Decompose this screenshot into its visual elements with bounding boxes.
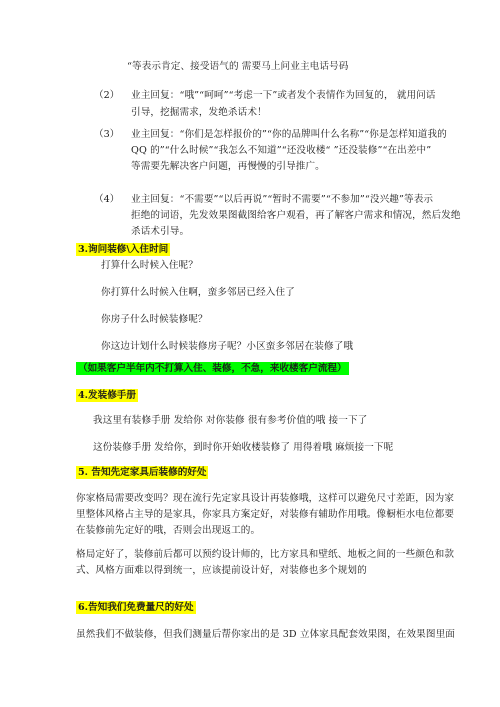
reply-2-number: （2） bbox=[94, 90, 120, 101]
section-3-heading: 3.询问装修\入住时间 bbox=[78, 244, 169, 255]
reply-4-line-2: 拒绝的词语，先发效果图截图给客户观看，再了解客户需求和情况，然后发绝 bbox=[131, 210, 461, 221]
section-5-para-1-line-1: 你家格局需要改变吗？现在流行先定家具设计再装修哦，这样可以避免尺寸差距，因为家 bbox=[76, 493, 455, 504]
section-4-heading: 4.发装修手册 bbox=[78, 390, 136, 401]
section-5-para-1-line-3: 在装修前先定好的哦，否则会出现返工的。 bbox=[76, 525, 261, 536]
section-3-question-4: 你这边计划什么时候装修房子呢？小区蛮多邻居在装修了哦 bbox=[101, 341, 354, 352]
section-3-question-2: 你打算什么时候入住啊，蛮多邻居已经入住了 bbox=[101, 287, 295, 298]
section-6-para-1-line-1: 虽然我们不做装修，但我们测量后帮你家出的是 3D 立体家具配套效果图，在效果图里面 bbox=[76, 629, 455, 640]
section-6-heading: 6.告知我们免费量尺的好处 bbox=[78, 602, 194, 613]
reply-3-line-3: 等需要先解决客户问题，再慢慢的引导推广。 bbox=[131, 161, 325, 172]
section-3-question-1: 打算什么时候入住呢？ bbox=[101, 260, 198, 271]
reply-2-line-1: 业主回复：“哦”“呵呵”“考虑一下”或者发个表情作为回复的， 就用问话 bbox=[131, 90, 436, 101]
reply-3-line-1: 业主回复：“你们是怎样报价的”“你的品牌叫什么名称”“你是怎样知道我的 bbox=[131, 129, 447, 140]
reply-3-line-2: QQ 的”“什么时候”“我怎么不知道”“还没收楼“ ”还没装修”“在出差中” bbox=[131, 145, 432, 156]
reply-4-line-1: 业主回复：“不需要”“以后再说”“暂时不需要”“不参加”“没兴趣”等表示 bbox=[131, 194, 434, 205]
reply-2-line-2: 引导，挖掘需求，发绝杀话术！ bbox=[131, 107, 267, 118]
section-4-line-1: 我这里有装修手册 发给你 对你装修 很有参考价值的哦 接一下了 bbox=[93, 415, 368, 426]
section-5-para-2-line-1: 格局定好了，装修前后都可以预约设计师的，比方家具和壁纸、地板之间的一些颜色和款 bbox=[76, 549, 455, 560]
section-5-para-2-line-2: 式、风格方面难以得到统一，应该提前设计好，对装修也多个规划的 bbox=[76, 565, 367, 576]
section-5-para-1-line-2: 里整体风格占主导的是家具，你家具方案定好，对装修有辅助作用哦。像橱柜水电位都要 bbox=[76, 509, 455, 520]
intro-line-1: “等表示肯定、接受语气的 需要马上问业主电话号码 bbox=[127, 61, 349, 72]
section-5-heading: 5. 告知先定家具后装修的好处 bbox=[78, 467, 207, 478]
reply-4-line-3: 杀话术引导。 bbox=[131, 226, 190, 237]
reply-4-number: （4） bbox=[94, 194, 120, 205]
section-3-question-3: 你房子什么时候装修呢？ bbox=[101, 314, 208, 325]
section-3-note: （如果客户半年内不打算入住、装修，不急，来收楼客户流程） bbox=[78, 363, 347, 374]
section-4-line-2: 这份装修手册 发给你，到时你开始收楼装修了 用得着哦 麻烦接一下呢 bbox=[93, 442, 394, 453]
reply-3-number: （3） bbox=[94, 129, 120, 140]
